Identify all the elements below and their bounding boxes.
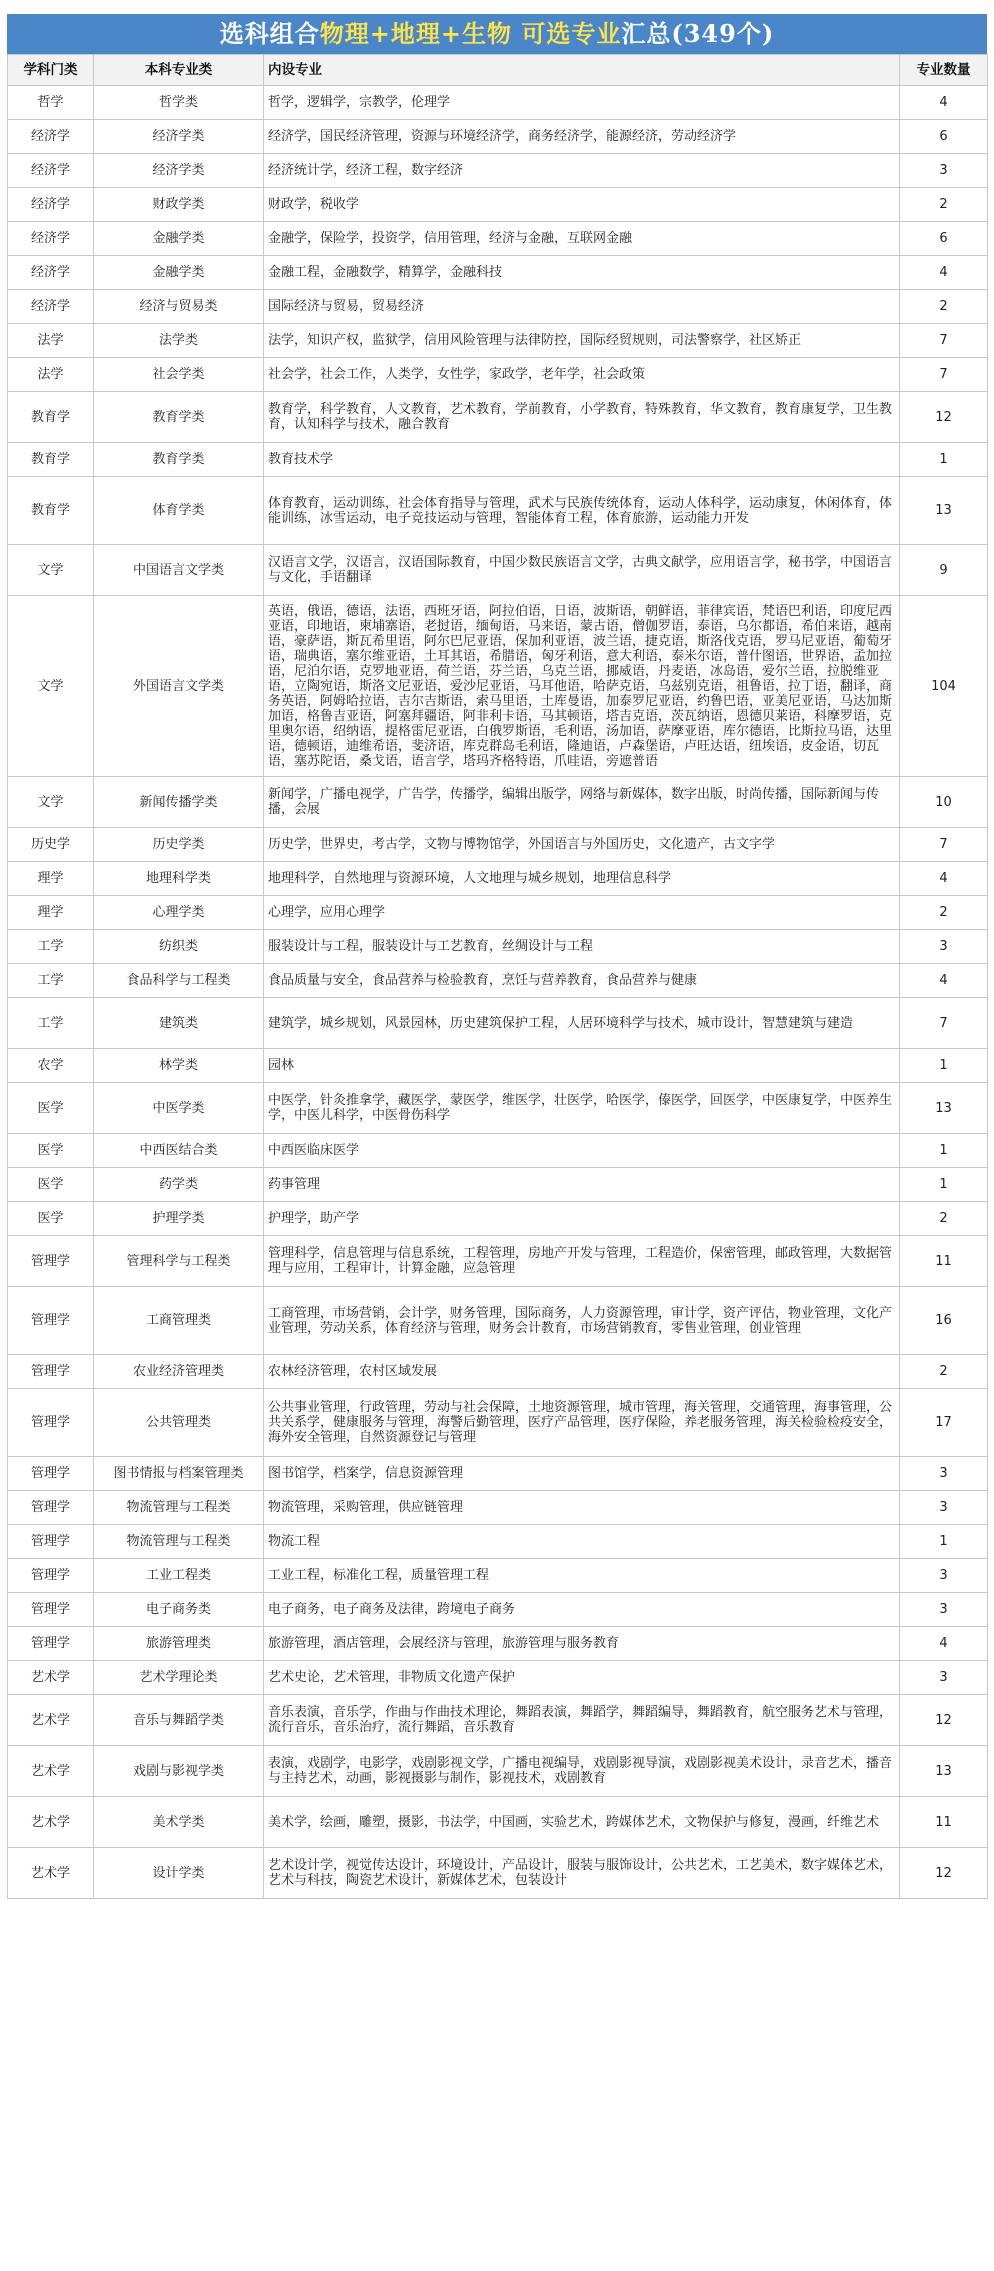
- table-row: [8, 1083, 988, 1134]
- cell-discipline: 医学: [8, 1168, 94, 1202]
- cell-majors: 美术学，绘画，雕塑，摄影，书法学，中国画，实验艺术，跨媒体艺术，文物保护与修复，漫画，纤维艺术: [264, 1797, 900, 1848]
- cell-discipline: 工学: [8, 930, 94, 964]
- cell-discipline: 文学: [8, 596, 94, 777]
- header-count: 专业数量: [900, 55, 988, 86]
- cell-majors: 哲学，逻辑学，宗教学，伦理学: [264, 86, 900, 120]
- cell-majors: 教育技术学: [264, 443, 900, 477]
- cell-major-class: 财政学类: [94, 188, 264, 222]
- cell-majors: 社会学，社会工作，人类学，女性学，家政学，老年学，社会政策: [264, 358, 900, 392]
- cell-discipline: 医学: [8, 1202, 94, 1236]
- table-row: [8, 358, 988, 392]
- cell-majors: 法学，知识产权，监狱学，信用风险管理与法律防控，国际经贸规则，司法警察学，社区矫正: [264, 324, 900, 358]
- cell-major-class: 心理学类: [94, 896, 264, 930]
- table-row: [8, 443, 988, 477]
- cell-discipline: 经济学: [8, 290, 94, 324]
- cell-discipline: 历史学: [8, 828, 94, 862]
- cell-major-class: 体育学类: [94, 477, 264, 545]
- cell-major-class: 哲学类: [94, 86, 264, 120]
- cell-count: 4: [900, 256, 988, 290]
- cell-major-class: 中西医结合类: [94, 1134, 264, 1168]
- cell-count: 7: [900, 998, 988, 1049]
- cell-major-class: 林学类: [94, 1049, 264, 1083]
- table-row: [8, 964, 988, 998]
- cell-major-class: 历史学类: [94, 828, 264, 862]
- cell-major-class: 中医学类: [94, 1083, 264, 1134]
- cell-count: 12: [900, 392, 988, 443]
- cell-count: 11: [900, 1236, 988, 1287]
- cell-count: 7: [900, 324, 988, 358]
- cell-majors: 地理科学，自然地理与资源环境，人文地理与城乡规划，地理信息科学: [264, 862, 900, 896]
- table-row: [8, 1525, 988, 1559]
- table-row: [8, 477, 988, 545]
- table-row: [8, 1134, 988, 1168]
- table-row: [8, 1695, 988, 1746]
- cell-majors: 电子商务，电子商务及法律，跨境电子商务: [264, 1593, 900, 1627]
- cell-count: 3: [900, 1559, 988, 1593]
- cell-discipline: 工学: [8, 964, 94, 998]
- table-row: [8, 222, 988, 256]
- cell-discipline: 管理学: [8, 1627, 94, 1661]
- cell-major-class: 食品科学与工程类: [94, 964, 264, 998]
- cell-discipline: 教育学: [8, 443, 94, 477]
- cell-majors: 新闻学，广播电视学，广告学，传播学，编辑出版学，网络与新媒体，数字出版，时尚传播，国际新闻与传播，会展: [264, 777, 900, 828]
- cell-major-class: 戏剧与影视学类: [94, 1746, 264, 1797]
- cell-count: 4: [900, 862, 988, 896]
- cell-discipline: 管理学: [8, 1355, 94, 1389]
- cell-majors: 食品质量与安全，食品营养与检验教育，烹饪与营养教育，食品营养与健康: [264, 964, 900, 998]
- table-row: [8, 1049, 988, 1083]
- cell-count: 7: [900, 358, 988, 392]
- cell-majors: 财政学，税收学: [264, 188, 900, 222]
- header-major-class: 本科专业类: [94, 55, 264, 86]
- cell-discipline: 农学: [8, 1049, 94, 1083]
- cell-discipline: 工学: [8, 998, 94, 1049]
- cell-majors: 农林经济管理，农村区域发展: [264, 1355, 900, 1389]
- cell-majors: 物流管理，采购管理，供应链管理: [264, 1491, 900, 1525]
- table-row: [8, 188, 988, 222]
- cell-count: 1: [900, 443, 988, 477]
- cell-majors: 艺术史论，艺术管理，非物质文化遗产保护: [264, 1661, 900, 1695]
- cell-count: 9: [900, 545, 988, 596]
- cell-majors: 建筑学，城乡规划，风景园林，历史建筑保护工程，人居环境科学与技术，城市设计，智慧建筑与建造: [264, 998, 900, 1049]
- title-subjects: 物理+地理+生物: [319, 19, 513, 48]
- cell-majors: 管理科学，信息管理与信息系统，工程管理，房地产开发与管理，工程造价，保密管理，邮政管理，大数据管理与应用，工程审计，计算金融，应急管理: [264, 1236, 900, 1287]
- table-row: [8, 324, 988, 358]
- cell-majors: 国际经济与贸易，贸易经济: [264, 290, 900, 324]
- cell-major-class: 金融学类: [94, 256, 264, 290]
- cell-count: 3: [900, 930, 988, 964]
- cell-discipline: 艺术学: [8, 1797, 94, 1848]
- cell-discipline: 经济学: [8, 120, 94, 154]
- cell-count: 2: [900, 896, 988, 930]
- cell-majors: 经济统计学，经济工程，数字经济: [264, 154, 900, 188]
- cell-discipline: 艺术学: [8, 1746, 94, 1797]
- cell-discipline: 法学: [8, 324, 94, 358]
- cell-discipline: 理学: [8, 896, 94, 930]
- cell-discipline: 医学: [8, 1083, 94, 1134]
- table-row: [8, 290, 988, 324]
- cell-majors: 药事管理: [264, 1168, 900, 1202]
- cell-major-class: 工商管理类: [94, 1287, 264, 1355]
- cell-count: 4: [900, 86, 988, 120]
- table-row: [8, 1236, 988, 1287]
- cell-major-class: 教育学类: [94, 392, 264, 443]
- cell-discipline: 经济学: [8, 154, 94, 188]
- cell-count: 17: [900, 1389, 988, 1457]
- cell-majors: 教育学，科学教育，人文教育，艺术教育，学前教育，小学教育，特殊教育，华文教育，教育康复学，卫生教育，认知科学与技术，融合教育: [264, 392, 900, 443]
- cell-count: 13: [900, 1746, 988, 1797]
- cell-discipline: 理学: [8, 862, 94, 896]
- table-row: [8, 862, 988, 896]
- cell-discipline: 管理学: [8, 1491, 94, 1525]
- cell-discipline: 法学: [8, 358, 94, 392]
- cell-major-class: 图书情报与档案管理类: [94, 1457, 264, 1491]
- cell-major-class: 美术学类: [94, 1797, 264, 1848]
- cell-count: 7: [900, 828, 988, 862]
- cell-major-class: 物流管理与工程类: [94, 1491, 264, 1525]
- cell-count: 1: [900, 1168, 988, 1202]
- table-row: [8, 1593, 988, 1627]
- title-suffix: 汇总(349个): [621, 19, 775, 48]
- cell-major-class: 中国语言文学类: [94, 545, 264, 596]
- table-row: [8, 1287, 988, 1355]
- cell-majors: 护理学，助产学: [264, 1202, 900, 1236]
- table-row: [8, 828, 988, 862]
- cell-majors: 经济学，国民经济管理，资源与环境经济学，商务经济学，能源经济，劳动经济学: [264, 120, 900, 154]
- table-row: [8, 1202, 988, 1236]
- cell-count: 1: [900, 1525, 988, 1559]
- cell-majors: 中西医临床医学: [264, 1134, 900, 1168]
- cell-major-class: 物流管理与工程类: [94, 1525, 264, 1559]
- cell-major-class: 建筑类: [94, 998, 264, 1049]
- table-row: [8, 392, 988, 443]
- cell-count: 13: [900, 477, 988, 545]
- table-row: [8, 120, 988, 154]
- cell-majors: 英语，俄语，德语，法语，西班牙语，阿拉伯语，日语，波斯语，朝鲜语，菲律宾语，梵语巴利语，印度尼西亚语，印地语，柬埔寨语，老挝语，缅甸语，马来语，蒙古语，僧伽罗语，泰语，乌尔都语，希伯来语，越南语，豪萨语，斯瓦希里语，阿尔巴尼亚语，保加利亚语，波兰语，捷克语，斯洛伐克语，罗马尼亚语，葡萄牙语，瑞典语，塞尔维亚语，土耳其语，希腊语，匈牙利语，意大利语，泰米尔语，普什图语，世界语，孟加拉语，尼泊尔语，克罗地亚语，荷兰语，芬兰语，乌克兰语，挪威语，丹麦语，冰岛语，爱尔兰语，拉脱维亚语，立陶宛语，斯洛文尼亚语，爱沙尼亚语，马耳他语，哈萨克语，乌兹别克语，祖鲁语，拉丁语，翻译，商务英语，阿姆哈拉语，吉尔吉斯语，索马里语，土库曼语，加泰罗尼亚语，约鲁巴语，亚美尼亚语，马达加斯加语，格鲁吉亚语，阿塞拜疆语，阿非利卡语，马其顿语，塔吉克语，茨瓦纳语，恩德贝莱语，科摩罗语，克里奥尔语，绍纳语，提格雷尼亚语，白俄罗斯语，毛利语，汤加语，萨摩亚语，库尔德语，比斯拉马语，达里语，德顿语，迪维希语，斐济语，库克群岛毛利语，隆迪语，卢森堡语，卢旺达语，纽埃语，皮金语，切瓦语，塞苏陀语，桑戈语，语言学，塔玛齐格特语，爪哇语，旁遮普语: [264, 596, 900, 777]
- title-keyword: 可选专业: [521, 19, 622, 48]
- cell-count: 2: [900, 1355, 988, 1389]
- cell-discipline: 经济学: [8, 256, 94, 290]
- table-row: [8, 256, 988, 290]
- cell-major-class: 金融学类: [94, 222, 264, 256]
- cell-count: 3: [900, 154, 988, 188]
- cell-majors: 金融学，保险学，投资学，信用管理，经济与金融，互联网金融: [264, 222, 900, 256]
- cell-discipline: 管理学: [8, 1457, 94, 1491]
- cell-count: 11: [900, 1797, 988, 1848]
- table-row: [8, 930, 988, 964]
- cell-discipline: 经济学: [8, 188, 94, 222]
- cell-count: 6: [900, 222, 988, 256]
- cell-count: 3: [900, 1457, 988, 1491]
- cell-count: 4: [900, 1627, 988, 1661]
- cell-major-class: 经济学类: [94, 154, 264, 188]
- cell-discipline: 艺术学: [8, 1661, 94, 1695]
- cell-major-class: 音乐与舞蹈学类: [94, 1695, 264, 1746]
- cell-majors: 园林: [264, 1049, 900, 1083]
- cell-major-class: 新闻传播学类: [94, 777, 264, 828]
- cell-count: 13: [900, 1083, 988, 1134]
- cell-discipline: 文学: [8, 545, 94, 596]
- cell-discipline: 管理学: [8, 1559, 94, 1593]
- cell-major-class: 地理科学类: [94, 862, 264, 896]
- cell-majors: 物流工程: [264, 1525, 900, 1559]
- cell-count: 12: [900, 1848, 988, 1899]
- table-row: [8, 1389, 988, 1457]
- cell-majors: 艺术设计学，视觉传达设计，环境设计，产品设计，服装与服饰设计，公共艺术，工艺美术，数字媒体艺术，艺术与科技，陶瓷艺术设计，新媒体艺术，包装设计: [264, 1848, 900, 1899]
- table-row: [8, 1746, 988, 1797]
- cell-discipline: 教育学: [8, 477, 94, 545]
- cell-discipline: 哲学: [8, 86, 94, 120]
- table-row: [8, 154, 988, 188]
- table-header-row: [8, 55, 988, 86]
- cell-major-class: 艺术学理论类: [94, 1661, 264, 1695]
- table-body: [8, 86, 988, 1899]
- table-row: [8, 1491, 988, 1525]
- title-sep: [512, 19, 521, 48]
- cell-count: 4: [900, 964, 988, 998]
- table-row: [8, 1661, 988, 1695]
- header-majors: 内设专业: [264, 55, 900, 86]
- cell-discipline: 管理学: [8, 1389, 94, 1457]
- table-row: [8, 1627, 988, 1661]
- cell-discipline: 经济学: [8, 222, 94, 256]
- cell-major-class: 设计学类: [94, 1848, 264, 1899]
- cell-major-class: 护理学类: [94, 1202, 264, 1236]
- cell-major-class: 药学类: [94, 1168, 264, 1202]
- table-row: [8, 86, 988, 120]
- cell-discipline: 艺术学: [8, 1695, 94, 1746]
- cell-major-class: 纺织类: [94, 930, 264, 964]
- cell-majors: 旅游管理，酒店管理，会展经济与管理，旅游管理与服务教育: [264, 1627, 900, 1661]
- cell-majors: 表演，戏剧学，电影学，戏剧影视文学，广播电视编导，戏剧影视导演，戏剧影视美术设计，录音艺术，播音与主持艺术，动画，影视摄影与制作，影视技术，戏剧教育: [264, 1746, 900, 1797]
- cell-major-class: 旅游管理类: [94, 1627, 264, 1661]
- cell-majors: 公共事业管理，行政管理，劳动与社会保障，土地资源管理，城市管理，海关管理，交通管理，海事管理，公共关系学，健康服务与管理，海警后勤管理，医疗产品管理，医疗保险，养老服务管理，海关检验检疫安全，海外安全管理，自然资源登记与管理: [264, 1389, 900, 1457]
- cell-majors: 汉语言文学，汉语言，汉语国际教育，中国少数民族语言文学，古典文献学，应用语言学，秘书学，中国语言与文化，手语翻译: [264, 545, 900, 596]
- cell-discipline: 管理学: [8, 1525, 94, 1559]
- title-prefix: 选科组合: [219, 19, 320, 48]
- cell-count: 104: [900, 596, 988, 777]
- table-row: [8, 1355, 988, 1389]
- cell-major-class: 工业工程类: [94, 1559, 264, 1593]
- cell-majors: 心理学，应用心理学: [264, 896, 900, 930]
- cell-discipline: 管理学: [8, 1593, 94, 1627]
- cell-count: 1: [900, 1134, 988, 1168]
- cell-major-class: 管理科学与工程类: [94, 1236, 264, 1287]
- cell-major-class: 教育学类: [94, 443, 264, 477]
- cell-count: 3: [900, 1491, 988, 1525]
- cell-majors: 体育教育，运动训练，社会体育指导与管理，武术与民族传统体育，运动人体科学，运动康复，休闲体育，体能训练，冰雪运动，电子竞技运动与管理，智能体育工程，体育旅游，运动能力开发: [264, 477, 900, 545]
- cell-count: 12: [900, 1695, 988, 1746]
- cell-count: 10: [900, 777, 988, 828]
- table-row: [8, 1457, 988, 1491]
- cell-discipline: 医学: [8, 1134, 94, 1168]
- cell-majors: 服装设计与工程，服装设计与工艺教育，丝绸设计与工程: [264, 930, 900, 964]
- table-row: [8, 1559, 988, 1593]
- cell-majors: 金融工程，金融数学，精算学，金融科技: [264, 256, 900, 290]
- table-row: [8, 1168, 988, 1202]
- cell-discipline: 管理学: [8, 1236, 94, 1287]
- table-row: [8, 545, 988, 596]
- cell-count: 2: [900, 1202, 988, 1236]
- cell-count: 2: [900, 290, 988, 324]
- cell-major-class: 法学类: [94, 324, 264, 358]
- cell-majors: 音乐表演，音乐学，作曲与作曲技术理论，舞蹈表演，舞蹈学，舞蹈编导，舞蹈教育，航空服务艺术与管理，流行音乐，音乐治疗，流行舞蹈，音乐教育: [264, 1695, 900, 1746]
- table-row: [8, 1848, 988, 1899]
- cell-count: 1: [900, 1049, 988, 1083]
- cell-count: 2: [900, 188, 988, 222]
- cell-majors: 工商管理，市场营销，会计学，财务管理，国际商务，人力资源管理，审计学，资产评估，物业管理，文化产业管理，劳动关系，体育经济与管理，财务会计教育，市场营销教育，零售业管理，创业管理: [264, 1287, 900, 1355]
- cell-majors: 中医学，针灸推拿学，藏医学，蒙医学，维医学，壮医学，哈医学，傣医学，回医学，中医康复学，中医养生学，中医儿科学，中医骨伤科学: [264, 1083, 900, 1134]
- cell-count: 3: [900, 1593, 988, 1627]
- cell-discipline: 艺术学: [8, 1848, 94, 1899]
- cell-majors: 历史学，世界史，考古学，文物与博物馆学，外国语言与外国历史，文化遗产，古文字学: [264, 828, 900, 862]
- cell-majors: 图书馆学，档案学，信息资源管理: [264, 1457, 900, 1491]
- cell-major-class: 社会学类: [94, 358, 264, 392]
- page-title: [7, 14, 987, 54]
- table-row: [8, 1797, 988, 1848]
- cell-count: 16: [900, 1287, 988, 1355]
- cell-majors: 工业工程，标准化工程，质量管理工程: [264, 1559, 900, 1593]
- cell-discipline: 教育学: [8, 392, 94, 443]
- cell-discipline: 文学: [8, 777, 94, 828]
- cell-major-class: 外国语言文学类: [94, 596, 264, 777]
- header-discipline: 学科门类: [8, 55, 94, 86]
- table-row: [8, 596, 988, 777]
- table-row: [8, 998, 988, 1049]
- cell-count: 3: [900, 1661, 988, 1695]
- cell-count: 6: [900, 120, 988, 154]
- cell-major-class: 经济学类: [94, 120, 264, 154]
- table-row: [8, 777, 988, 828]
- cell-major-class: 电子商务类: [94, 1593, 264, 1627]
- table-row: [8, 896, 988, 930]
- cell-discipline: 管理学: [8, 1287, 94, 1355]
- page: [7, 14, 987, 1899]
- cell-major-class: 农业经济管理类: [94, 1355, 264, 1389]
- cell-major-class: 公共管理类: [94, 1389, 264, 1457]
- majors-table: [7, 54, 988, 1899]
- cell-major-class: 经济与贸易类: [94, 290, 264, 324]
